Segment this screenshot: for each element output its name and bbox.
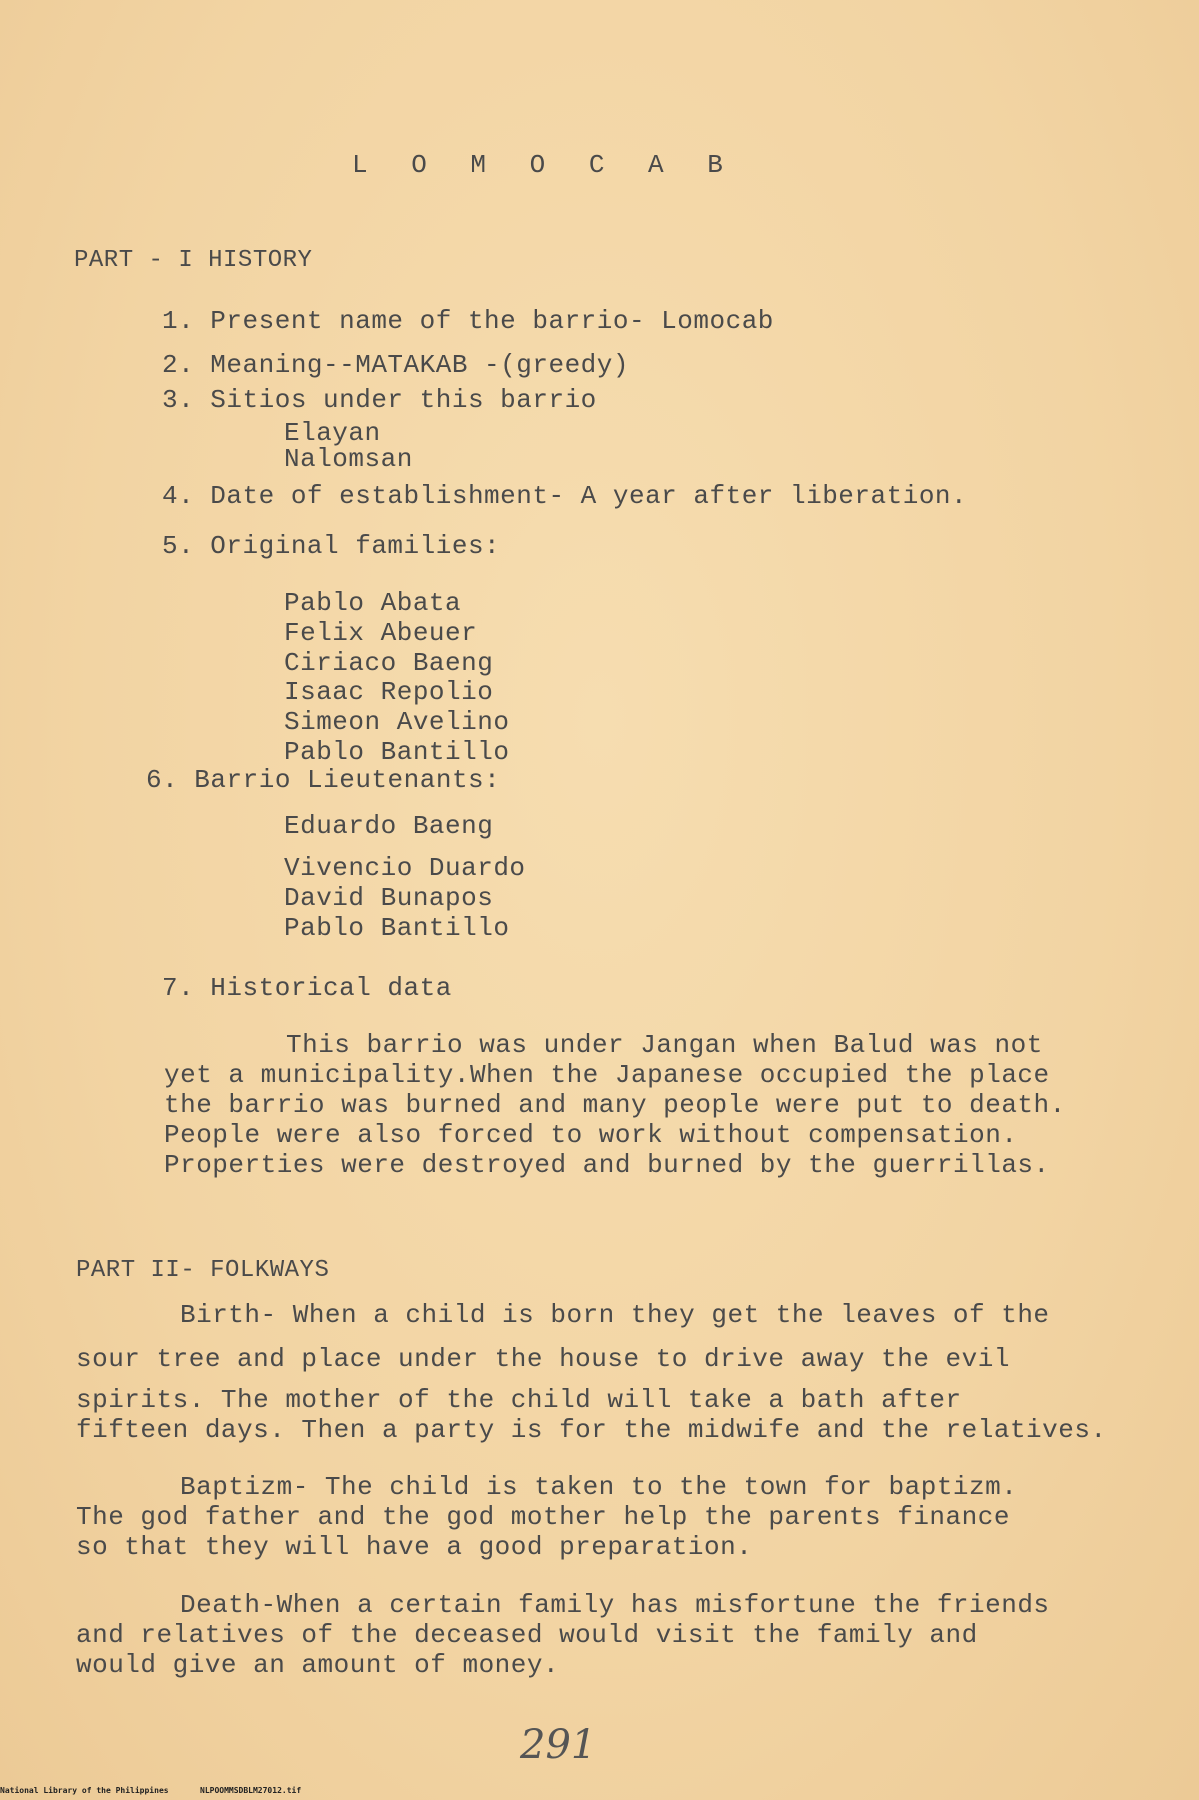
baptism-line: so that they will have a good preparation. — [76, 1532, 753, 1562]
footer-filename: NLPOOMMSDBLM27012.tif — [200, 1786, 302, 1795]
historical-line: This barrio was under Jangan when Balud was not — [286, 1030, 1043, 1060]
sitio-name: Elayan — [284, 418, 381, 448]
family-name: Pablo Bantillo — [284, 737, 510, 767]
family-name: Simeon Avelino — [284, 707, 510, 737]
family-name: Isaac Repolio — [284, 677, 494, 707]
historical-line: People were also forced to work without compensation. — [164, 1120, 1018, 1150]
history-item-2: 2. Meaning--MATAKAB -(greedy) — [162, 350, 629, 380]
lieutenant-name: David Bunapos — [284, 883, 494, 913]
birth-line: sour tree and place under the house to drive away the evil — [76, 1344, 1010, 1374]
baptism-line: The god father and the god mother help the parents finance — [76, 1502, 1010, 1532]
handwritten-page-number: 291 — [520, 1722, 597, 1768]
history-item-5: 5. Original families: — [162, 531, 501, 561]
history-item-7: 7. Historical data — [162, 973, 452, 1003]
baptism-line: Baptizm- The child is taken to the town for baptizm. — [180, 1472, 1018, 1502]
death-line: Death-When a certain family has misfortune the friends — [180, 1590, 1050, 1620]
history-item-6: 6. Barrio Lieutenants: — [146, 765, 501, 795]
history-item-4: 4. Date of establishment- A year after liberation. — [162, 481, 968, 511]
footer-library: National Library of the Philippines — [0, 1786, 169, 1795]
document-title: L O M O C A B — [352, 150, 737, 180]
part1-heading: PART - I HISTORY — [74, 247, 313, 274]
part2-heading: PART II- FOLKWAYS — [76, 1257, 330, 1284]
family-name: Ciriaco Baeng — [284, 648, 494, 678]
history-item-3: 3. Sitios under this barrio — [162, 385, 597, 415]
family-name: Pablo Abata — [284, 588, 462, 618]
sitio-name: Nalomsan — [284, 444, 413, 474]
lieutenant-name: Vivencio Duardo — [284, 853, 526, 883]
death-line: would give an amount of money. — [76, 1650, 560, 1680]
historical-line: the barrio was burned and many people were put to death. — [164, 1090, 1066, 1120]
death-line: and relatives of the deceased would visit the family and — [76, 1620, 978, 1650]
historical-line: yet a municipality.When the Japanese occupied the place — [164, 1060, 1050, 1090]
history-item-1: 1. Present name of the barrio- Lomocab — [162, 306, 774, 336]
family-name: Felix Abeuer — [284, 618, 478, 648]
birth-line: spirits. The mother of the child will take a bath after — [76, 1385, 962, 1415]
lieutenant-name: Pablo Bantillo — [284, 913, 510, 943]
birth-line: fifteen days. Then a party is for the midwife and the relatives. — [76, 1415, 1107, 1445]
birth-line: Birth- When a child is born they get the leaves of the — [180, 1300, 1050, 1330]
lieutenant-name: Eduardo Baeng — [284, 811, 494, 841]
historical-line: Properties were destroyed and burned by the guerrillas. — [164, 1150, 1050, 1180]
